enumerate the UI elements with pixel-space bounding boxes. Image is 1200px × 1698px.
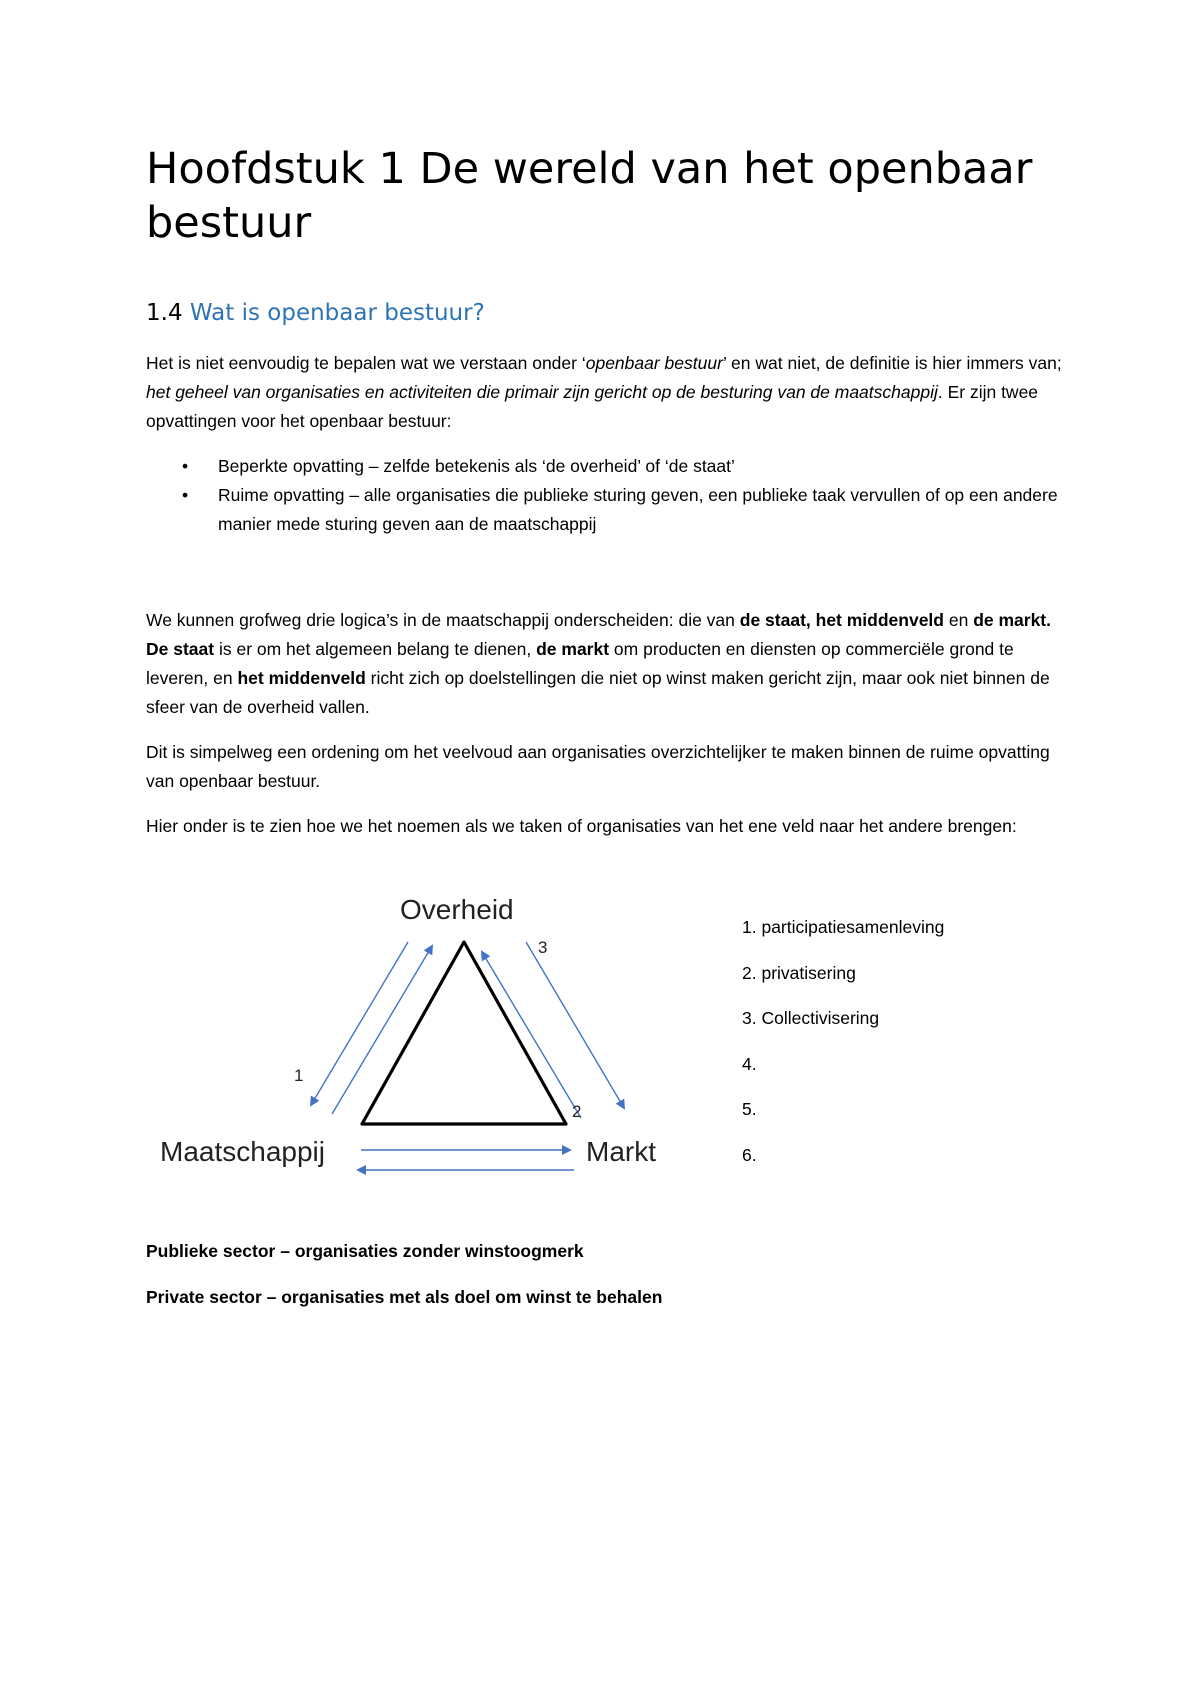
triangle-diagram: [146, 880, 706, 1190]
list-item-text: Ruime opvatting – alle organisaties die publieke sturing geven, een publieke taak vervullen of op een andere manier mede sturing geven aan de maatschappij: [218, 485, 1058, 534]
intro-term: openbaar bestuur: [585, 353, 723, 373]
section-title: Wat is openbaar bestuur?: [189, 300, 485, 326]
intro-text-1: Het is niet eenvoudig te bepalen wat we verstaan onder ‘: [146, 353, 586, 373]
section-heading: [146, 297, 485, 329]
list-item: [146, 452, 1066, 481]
triangle-shape: [362, 942, 566, 1124]
logics-bold: de markt: [536, 639, 610, 659]
label-overheid: Overheid: [400, 894, 514, 925]
label-markt: Markt: [586, 1136, 656, 1167]
bullet-icon: •: [182, 485, 189, 505]
list-item: [146, 481, 1066, 539]
list-item: 2. privatisering: [742, 962, 856, 983]
logics-bold: de markt.: [973, 610, 1051, 630]
opvatting-list: [146, 452, 1066, 539]
section-number: 1.4: [146, 300, 183, 326]
logics-bold: de staat, het middenveld: [739, 610, 944, 630]
arrow-1-down: [311, 942, 408, 1105]
arrow-number-3: 3: [538, 938, 548, 957]
private-sector-line: Private sector – organisaties met als doel om winst te behalen: [146, 1287, 663, 1307]
list-item: 6.: [742, 1144, 757, 1165]
list-item: 3. Collectivisering: [742, 1008, 880, 1028]
page-title: Hoofdstuk 1 De wereld van het openbaar bestuur: [146, 144, 1033, 248]
logics-bold: het middenveld: [237, 668, 366, 688]
logics-text: is er om het algemeen belang te dienen,: [214, 639, 537, 659]
list-item: 4.: [742, 1053, 757, 1074]
arrow-number-1: 1: [294, 1066, 304, 1085]
arrow-number-2: 2: [572, 1102, 582, 1121]
bullet-icon: •: [182, 456, 189, 476]
intro-definition: het geheel van organisaties en activiteiten die primair zijn gericht op de besturing van de maatschappij: [146, 382, 938, 402]
logics-bold: De staat: [146, 639, 215, 659]
arrow-3-up: [482, 952, 581, 1118]
intro-text-3: . Er zijn twee opvattingen voor het openbaar bestuur:: [146, 382, 1039, 431]
label-maatschappij: Maatschappij: [160, 1136, 325, 1167]
logics-text: en: [943, 610, 974, 630]
intro-text-2: ’ en wat niet, de definitie is hier immers van;: [722, 353, 1062, 373]
logics-text: om producten en diensten op commerciële grond te leveren, en: [146, 639, 1014, 688]
process-list: [742, 913, 944, 1186]
arrow-2-down: [526, 942, 624, 1108]
list-item-text: Beperkte opvatting – zelfde betekenis als ‘de overheid’ of ‘de staat’: [218, 456, 735, 476]
logics-paragraph: [146, 606, 1066, 722]
intro-paragraph: [146, 349, 1066, 436]
logics-text: We kunnen grofweg drie logica’s in de maatschappij onderscheiden: die van: [146, 610, 740, 630]
transition-paragraph: Hier onder is te zien hoe we het noemen als we taken of organisaties van het ene veld naar het andere brengen:: [146, 816, 1017, 836]
ordering-paragraph: Dit is simpelweg een ordening om het veelvoud aan organisaties overzichtelijker te maken binnen de ruime opvatting van openbaar bestuur.: [146, 742, 1050, 791]
list-item: 5.: [742, 1099, 757, 1119]
list-item: 1. participatiesamenleving: [742, 917, 945, 937]
public-sector-line: Publieke sector – organisaties zonder winstoogmerk: [146, 1241, 584, 1261]
logics-text: richt zich op doelstellingen die niet op winst maken gericht zijn, maar ook niet binnen de sfeer van de overheid vallen.: [146, 668, 1050, 717]
